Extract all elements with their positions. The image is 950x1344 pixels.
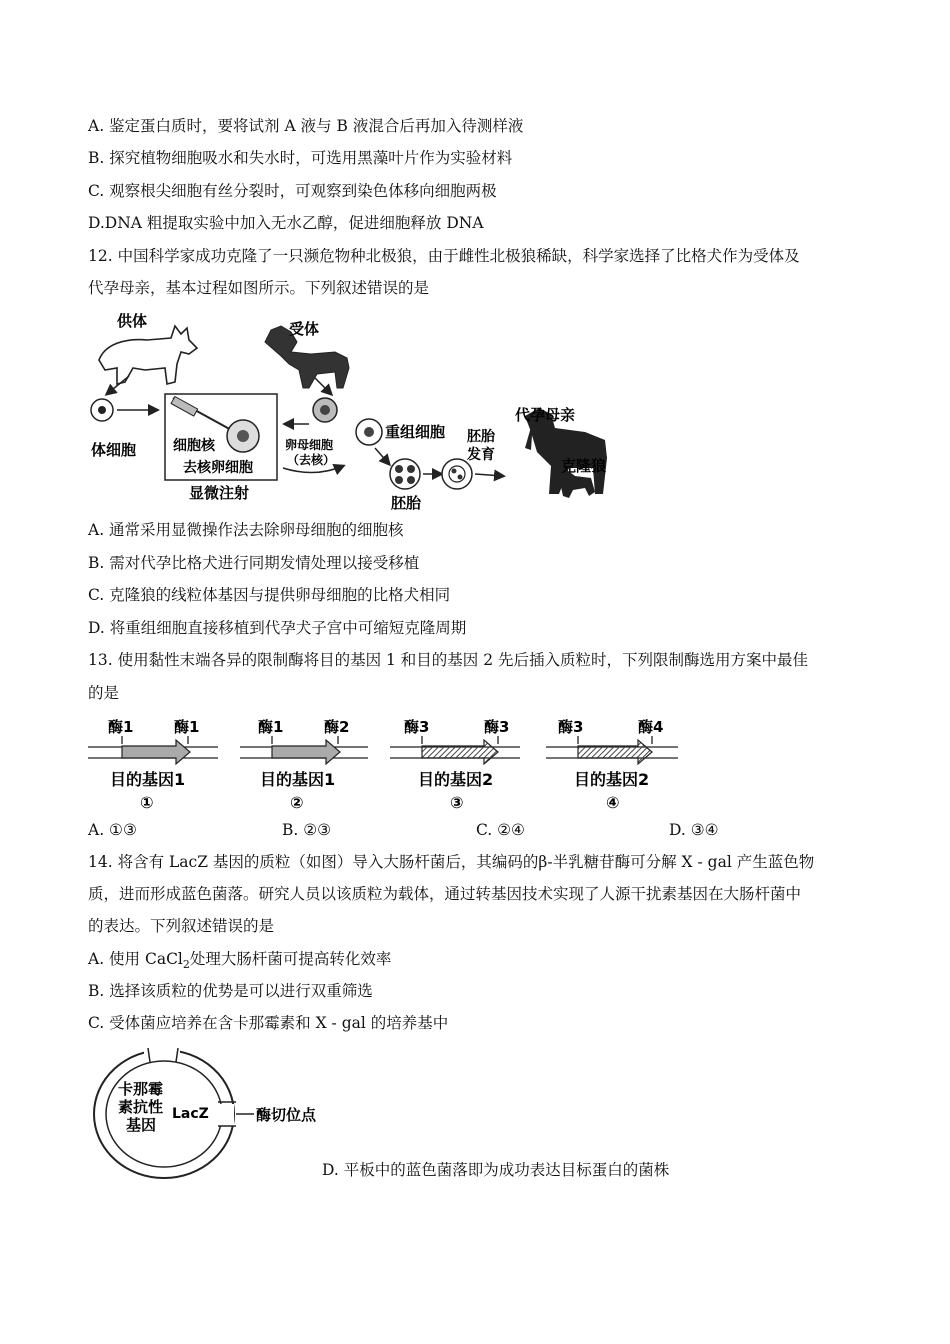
kanamycin-label-2: 素抗性 xyxy=(118,1098,164,1116)
embryo-label: 胚胎 xyxy=(391,494,422,510)
q13-option-b: B. ②③ xyxy=(282,821,332,839)
q13-option-a: A. ①③ xyxy=(88,821,137,839)
gene-arrow xyxy=(578,740,652,764)
q14-option-a-post: 处理大肠杆菌可提高转化效率 xyxy=(189,950,392,968)
microinjection-label: 显微注射 xyxy=(189,484,250,502)
q13-option-d: D. ③④ xyxy=(669,821,719,839)
scheme-1-gene: 目的基因1 xyxy=(110,770,186,789)
q11-option-d: D.DNA 粗提取实验中加入无水乙醇，促进细胞释放 DNA xyxy=(88,214,484,232)
nucleus-label: 细胞核 xyxy=(173,438,215,454)
scheme-3 xyxy=(390,718,520,812)
scheme-3-number: ③ xyxy=(450,793,464,812)
scheme-1-number: ① xyxy=(140,793,154,812)
cloning-diagram xyxy=(85,308,645,510)
q11-option-c: C. 观察根尖细胞有丝分裂时，可观察到染色体移向细胞两极 xyxy=(88,182,497,200)
donor-label: 供体 xyxy=(117,312,148,330)
q14-option-c: C. 受体菌应培养在含卡那霉素和 X - gal 的培养基中 xyxy=(88,1014,449,1032)
q12-option-d: D. 将重组细胞直接移植到代孕犬子宫中可缩短克隆周期 xyxy=(88,619,467,637)
q13-option-c: C. ②④ xyxy=(476,821,525,839)
q14-option-a xyxy=(88,949,391,975)
q12-option-a: A. 通常采用显微操作法去除卵母细胞的细胞核 xyxy=(88,521,404,539)
q14-stem-line2: 质，进而形成蓝色菌落。研究人员以该质粒为载体，通过转基因技术实现了人源干扰素基因在大肠杆菌中 xyxy=(88,885,802,903)
recipient-label: 受体 xyxy=(289,320,320,338)
q14-stem-line1: 14. 将含有 LacZ 基因的质粒（如图）导入大肠杆菌后，其编码的β-半乳糖苷酶可分解 X - gal 产生蓝色物 xyxy=(88,853,815,871)
scheme-2-number: ② xyxy=(290,793,304,812)
somatic-cell-label: 体细胞 xyxy=(91,441,137,459)
scheme-4 xyxy=(546,718,678,812)
enzyme-schemes xyxy=(88,712,688,816)
scheme-1 xyxy=(88,718,218,812)
scheme-4-right-enzyme: 酶4 xyxy=(638,718,664,736)
recombinant-cell-label: 重组细胞 xyxy=(385,423,446,441)
q14-stem-line3: 的表达。下列叙述错误的是 xyxy=(88,917,275,935)
scheme-2-right-enzyme: 酶2 xyxy=(324,718,350,736)
scheme-1-right-enzyme: 酶1 xyxy=(174,718,200,736)
q11-option-b: B. 探究植物细胞吸水和失水时，可选用黑藻叶片作为实验材料 xyxy=(88,149,513,167)
scheme-3-right-enzyme: 酶3 xyxy=(484,718,510,736)
scheme-3-left-enzyme: 酶3 xyxy=(404,718,430,736)
embryo-dev-label-2: 发育 xyxy=(467,447,495,463)
gene-arrow xyxy=(422,740,498,764)
gene-arrow xyxy=(122,740,190,764)
kanamycin-label-1: 卡那霉 xyxy=(118,1080,164,1098)
q12-option-c: C. 克隆狼的线粒体基因与提供卵母细胞的比格犬相同 xyxy=(88,586,451,604)
embryo-dev-label-1: 胚胎 xyxy=(467,429,495,445)
developed-embryo-icon xyxy=(442,459,472,489)
q12-stem-line1: 12. 中国科学家成功克隆了一只濒危物种北极狼，由于雌性北极狼稀缺，科学家选择了比格犬作为受体及 xyxy=(88,247,800,265)
q14-option-d: D. 平板中的蓝色菌落即为成功表达目标蛋白的菌株 xyxy=(322,1161,670,1179)
q12-option-b: B. 需对代孕比格犬进行同期发情处理以接受移植 xyxy=(88,554,420,572)
gene-arrow xyxy=(272,740,340,764)
scheme-2-gene: 目的基因1 xyxy=(260,770,336,789)
wolf-icon xyxy=(99,326,197,384)
oocyte-label: 卵母细胞 xyxy=(285,438,334,452)
q14-option-a-sub: 2 xyxy=(182,958,190,972)
surrogate-label: 代孕母亲 xyxy=(515,406,576,424)
q14-option-a-pre: A. 使用 CaCl xyxy=(88,950,183,968)
q11-option-a: A. 鉴定蛋白质时，要将试剂 A 液与 B 液混合后再加入待测样液 xyxy=(88,117,524,135)
enucleated-egg-label: 去核卵细胞 xyxy=(183,460,253,476)
clone-wolf-label: 克隆狼 xyxy=(561,457,607,475)
scheme-2-left-enzyme: 酶1 xyxy=(258,718,284,736)
scheme-3-gene: 目的基因2 xyxy=(418,770,494,789)
plasmid-diagram xyxy=(88,1040,328,1180)
q12-stem-line2: 代孕母亲，基本过程如图所示。下列叙述错误的是 xyxy=(88,279,430,297)
enucleated-label: （去核） xyxy=(287,453,336,467)
kanamycin-label-3: 基因 xyxy=(126,1116,157,1134)
scheme-4-left-enzyme: 酶3 xyxy=(558,718,584,736)
embryo-icon xyxy=(390,459,420,489)
q14-option-b: B. 选择该质粒的优势是可以进行双重筛选 xyxy=(88,982,373,1000)
q13-stem-line1: 13. 使用黏性末端各异的限制酶将目的基因 1 和目的基因 2 先后插入质粒时，下列限制酶选用方案中最佳 xyxy=(88,651,809,669)
scheme-2 xyxy=(240,718,368,812)
cut-site-label: 酶切位点 xyxy=(256,1106,317,1124)
scheme-4-number: ④ xyxy=(606,793,620,812)
scheme-4-gene: 目的基因2 xyxy=(574,770,650,789)
scheme-1-left-enzyme: 酶1 xyxy=(108,718,134,736)
q13-stem-line2: 的是 xyxy=(88,684,120,702)
lacz-label: LacZ xyxy=(172,1106,209,1122)
